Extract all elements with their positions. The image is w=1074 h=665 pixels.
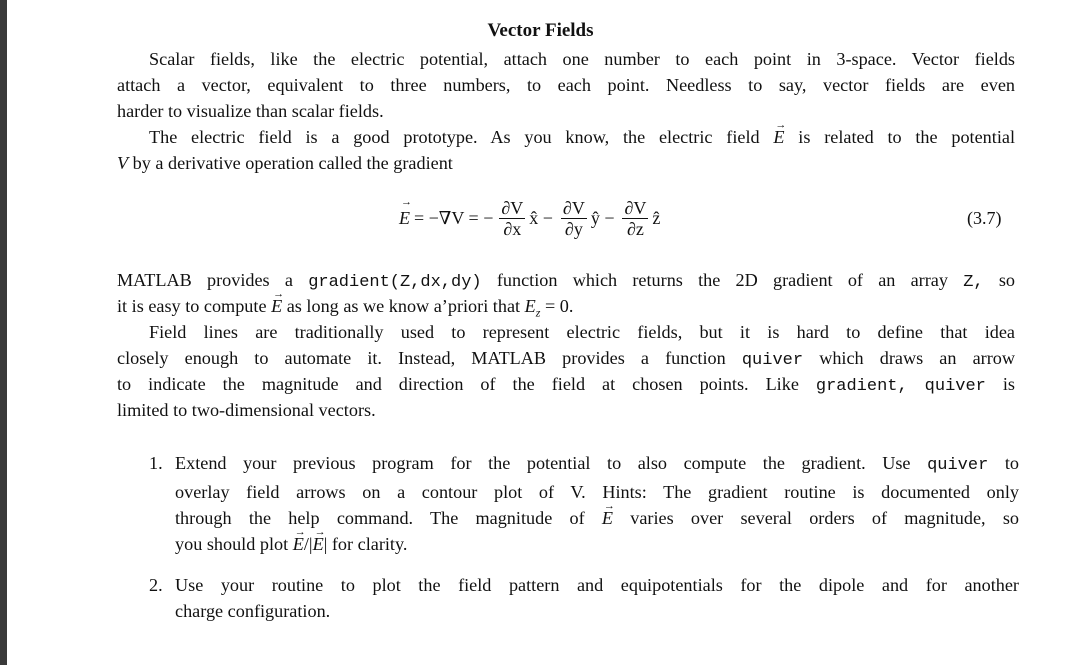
item2-line1: Use your routine to plot the field pattern and equipotentials for the dipole and for another	[175, 575, 1019, 595]
eq-e-vector: E →	[399, 208, 410, 229]
item1-line3: through the help command. The magnitude of E → varies over several orders of magnitude, so	[175, 505, 1019, 531]
code-quiver-2: quiver	[924, 377, 986, 396]
para4-line3	[117, 371, 1015, 400]
para4-text-c: to indicate the magnitude and direction of the field at chosen points. Like	[117, 374, 799, 394]
symbol-e-vector-5: E →	[313, 531, 324, 557]
item1-line4: you should plot E →/|E →| for clarity.	[175, 531, 1019, 557]
symbol-e-vector: E →	[773, 124, 784, 150]
item1-line1: Extend your previous program for the potential to also compute the gradient. Use quiver to	[175, 453, 1020, 475]
para4-line4: limited to two-dimensional vectors.	[117, 400, 376, 420]
list-item-body	[175, 572, 1019, 624]
eq-frac-x-den: ∂x	[503, 218, 522, 239]
eq-frac-z	[622, 198, 648, 239]
code-quiver: quiver	[741, 351, 804, 370]
para4-text-b: which draws an arrow	[819, 348, 1015, 368]
eq-frac-z-den: ∂z	[626, 218, 644, 239]
symbol-e-vector-3: E →	[602, 505, 613, 531]
eq-frac-x-num: ∂V	[501, 197, 524, 218]
para3-text-e: as long as we know a’priori that	[286, 296, 521, 316]
para1-line2: attach a vector, equivalent to three numbers, to each point. Needless to say, vector fields are even	[117, 75, 1015, 95]
para4-text-d: is	[1002, 374, 1015, 394]
list-item-number: 1.	[149, 453, 163, 473]
gradient-equation	[399, 191, 660, 245]
para3-text-c: so	[998, 270, 1016, 290]
para3-line1	[117, 267, 1015, 296]
eq-xhat: x̂ −	[529, 207, 553, 228]
list-item-body	[175, 450, 1019, 557]
code-quiver-3: quiver	[927, 456, 989, 475]
para3-text-d: it is easy to compute	[117, 296, 267, 316]
para3-text-a: MATLAB provides a	[117, 270, 293, 290]
symbol-e-vector-4: E →	[293, 531, 304, 557]
eq-frac-y-den: ∂y	[564, 218, 583, 239]
item2-line2: charge configuration.	[175, 601, 331, 621]
para1-line1: Scalar fields, like the electric potential, attach one number to each point in 3-space. Vector fields	[149, 49, 1015, 69]
para4-line2	[117, 345, 1015, 374]
eq-zhat: ẑ	[652, 207, 661, 228]
symbol-ez: $E_z$	[524, 296, 541, 320]
eq-frac-z-num: ∂V	[624, 197, 647, 218]
document-page	[7, 0, 1074, 665]
symbol-v: V	[117, 153, 129, 173]
code-z: Z,	[963, 273, 984, 292]
item1-line2: overlay field arrows on a contour plot of V. Hints: The gradient routine is documented only	[175, 482, 1019, 502]
symbol-e-vector-2: E →	[271, 293, 282, 319]
eq-frac-x	[499, 198, 525, 239]
eq-frac-y-num: ∂V	[562, 197, 585, 218]
para2-text-b: is related to the potential	[798, 127, 1015, 147]
para3-text-f: = 0.	[544, 296, 574, 316]
eq-middle: = −∇V = −	[414, 207, 494, 228]
para2-text-c: by a derivative operation called the gradient	[132, 153, 453, 173]
equation-number: (3.7)	[967, 208, 1002, 228]
para2-line2	[117, 150, 1015, 176]
code-gradient-call: gradient(Z,dx,dy)	[308, 273, 482, 292]
para2-text-a: The electric field is a good prototype. As you know, the electric field	[149, 127, 760, 147]
section-title: Vector Fields	[487, 20, 594, 41]
para2-line1	[149, 124, 1015, 150]
list-item-number: 2.	[149, 575, 163, 595]
eq-frac-y	[561, 198, 587, 239]
code-gradient: gradient,	[815, 377, 908, 396]
eq-yhat: ŷ −	[590, 207, 615, 228]
para4-text-a: closely enough to automate it. Instead, MATLAB provides a function	[117, 348, 726, 368]
para1-line3: harder to visualize than scalar fields.	[117, 101, 384, 121]
para4-line1: Field lines are traditionally used to represent electric fields, but it is hard to define that idea	[149, 322, 1015, 342]
para3-text-b: function which returns the 2D gradient of an array	[496, 270, 948, 290]
